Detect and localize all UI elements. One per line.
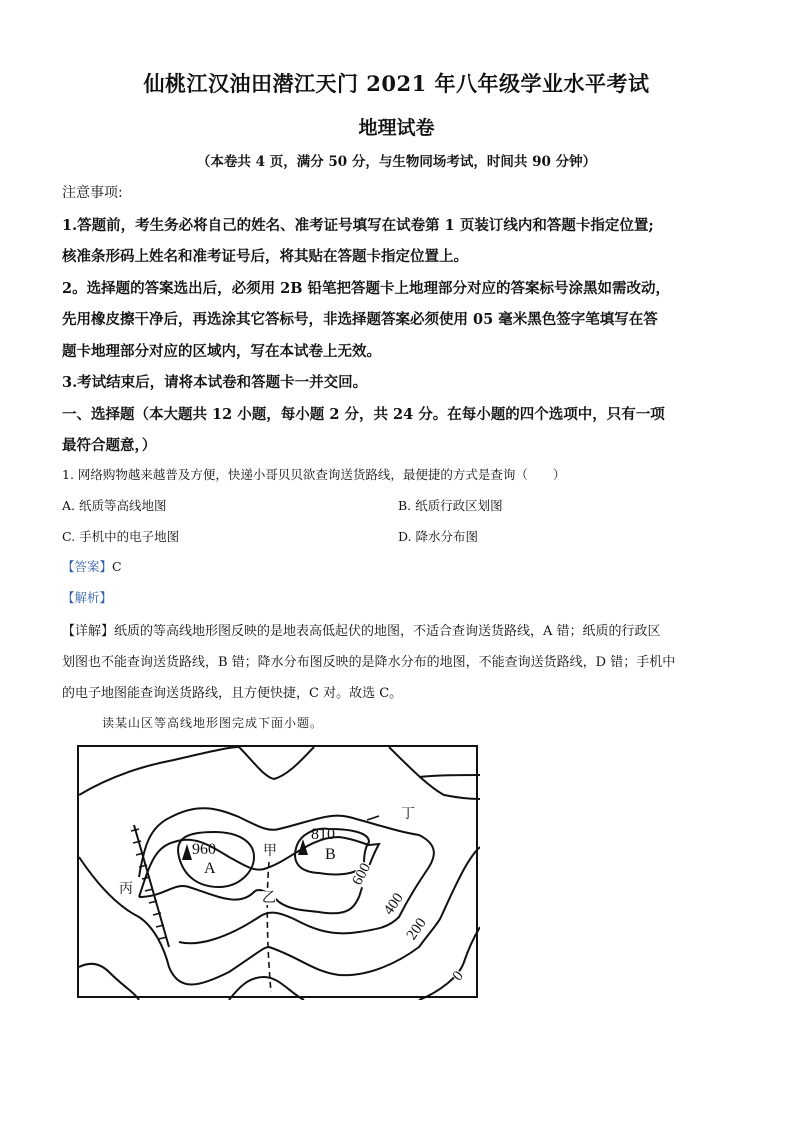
question-1-stem: 1. 网络购物越来越普及方便，快递小哥贝贝欲查询送货路线，最便捷的方式是查询（ ） [62,467,566,482]
option-a-text: 纸质等高线地图 [79,498,167,513]
point-ding: 丁 [401,806,415,822]
detail-line-2: 划图也不能查询送货路线，B 错；降水分布图反映的是降水分布的地图，不能查询送货路线，D 错；手机中 [62,655,676,670]
notice-item-2-cont2: 题卡地理部分对应的区域内，写在本试卷上无效。 [62,343,381,360]
contour-label-0: 0 [449,968,467,985]
answer-tag: 【答案】 [62,559,113,574]
section-heading-cont: 最符合题意，） [62,437,157,454]
option-b [398,496,503,514]
notice-item-3: 3.考试结束后，请将本试卷和答题卡一并交回。 [62,374,368,391]
exam-subtitle: 地理试卷 [358,117,435,139]
point-bing: 丙 [119,881,133,897]
detail-line-3: 的电子地图能查询送货路线，且方便快捷，C 对。故选 C。 [62,686,403,701]
option-a-label: A. [62,498,76,513]
exam-info: （本卷共 4 页，满分 50 分，与生物同场考试，时间共 90 分钟） [196,154,597,170]
option-d-text: 降水分布图 [415,529,479,544]
peak-a-triangle-icon [182,844,192,860]
notice-heading: 注意事项: [62,185,123,201]
option-d [398,527,478,545]
notice-item-2: 2。选择题的答案选出后，必须用 2B 铅笔把答题卡上地理部分对应的答案标号涂黑如需改动， [62,280,671,297]
exam-title: 仙桃江汉油田潜江天门 2021 年八年级学业水平考试 [143,71,650,96]
detail-tag: 【详解】 [62,624,115,639]
notice-item-1: 1.答题前，考生务必将自己的姓名、准考证号填写在试卷第 1 页装订线内和答题卡指定位置; [62,217,654,234]
section-heading: 一、选择题（本大题共 12 小题，每小题 2 分，共 24 分。在每小题的四个选项中，只有一项 [62,406,665,423]
contour-map [77,745,478,998]
answer-line [62,557,122,575]
option-b-text: 纸质行政区划图 [415,498,503,513]
peak-b-label: B [325,846,336,863]
option-c-label: C. [62,529,76,544]
detail-line-1: 【详解】纸质的等高线地形图反映的是地表高低起伏的地图，不适合查询送货路线，A 错；纸质的行政区 [62,624,661,639]
peak-a-label: A [204,860,216,877]
analysis-tag: 【解析】 [62,590,113,605]
point-yi: 乙 [262,890,276,906]
notice-item-2-cont: 先用橡皮擦干净后，再选涂其它答标号，非选择题答案必须使用 05 毫米黑色签字笔填写在答 [62,311,658,328]
peak-b-elevation: 810 [311,826,335,843]
contour-label-400: 400 [380,890,407,919]
option-c [62,527,179,545]
point-jia: 甲 [263,843,277,859]
contour-lines [79,747,480,1000]
peak-a-elevation: 960 [192,841,216,858]
option-a [62,496,167,514]
map-intro: 读某山区等高线地形图完成下面小题。 [102,716,324,730]
option-b-label: B. [398,498,412,513]
contour-label-200: 200 [403,915,430,944]
option-c-text: 手机中的电子地图 [79,529,180,544]
notice-item-1-cont: 核准条形码上姓名和准考证号后，将其贴在答题卡指定位置上。 [62,248,468,265]
option-d-label: D. [398,529,412,544]
answer-value: C [112,559,122,574]
contour-label-600: 600 [349,860,375,888]
